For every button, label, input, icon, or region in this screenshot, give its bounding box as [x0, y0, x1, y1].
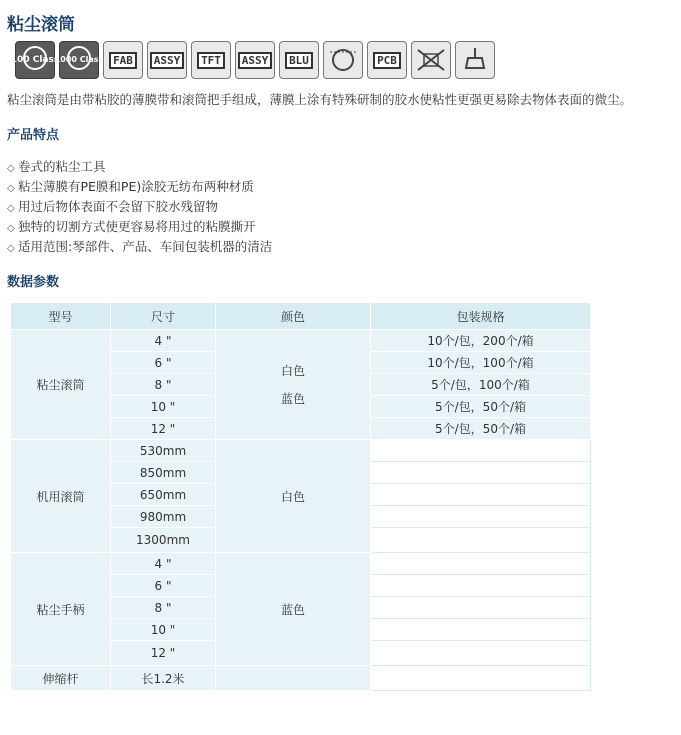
feature-item — [7, 157, 272, 177]
size-cell: 6 " — [111, 352, 216, 374]
size-cell: 10 " — [111, 396, 216, 418]
model-cell: 粘尘滚筒 — [11, 330, 111, 440]
pcb-label: PCB — [373, 52, 401, 69]
table-row — [11, 330, 591, 352]
packaging-cell — [371, 506, 591, 528]
table-row — [11, 553, 591, 575]
size-cell: 6 " — [111, 575, 216, 597]
packaging-cell: 10个/包，100个/箱 — [371, 352, 591, 374]
feature-text: 用过后物体表面不会留下胶水残留物 — [18, 199, 219, 214]
packaging-cell — [371, 528, 591, 553]
spec-heading: 数据参数 — [7, 275, 60, 290]
feature-text: 卷式的粘尘工具 — [18, 159, 106, 174]
feature-text: 适用范围:琴部件、产品、车间包装机器的清洁 — [18, 239, 273, 254]
blu-label: BLU — [285, 52, 313, 69]
size-cell: 850mm — [111, 462, 216, 484]
feature-text: 粘尘薄膜有PE膜和PE)涂胶无纺布两种材质 — [18, 179, 254, 194]
size-cell: 530mm — [111, 440, 216, 462]
size-cell: 980mm — [111, 506, 216, 528]
assy-icon — [147, 41, 187, 79]
class-100-icon — [10, 41, 60, 79]
color-cell — [216, 330, 371, 440]
diamond-bullet-icon: ◇ — [7, 183, 15, 194]
color-value: 白色 — [280, 363, 305, 378]
circle-icon — [323, 41, 363, 79]
packaging-cell — [371, 619, 591, 641]
header-packaging: 包装规格 — [371, 303, 591, 330]
feature-text: 独特的切割方式使更容易将用过的粘膜撕开 — [18, 219, 256, 234]
model-cell: 粘尘手柄 — [11, 553, 111, 666]
assy-label: ASSY — [150, 52, 185, 69]
size-cell: 10 " — [111, 619, 216, 641]
model-cell: 机用滚筒 — [11, 440, 111, 553]
class-100-text: 100 Class — [10, 55, 60, 65]
table-row — [11, 666, 591, 691]
feature-item — [7, 237, 272, 257]
diamond-bullet-icon: ◇ — [7, 203, 15, 214]
diamond-bullet-icon: ◇ — [7, 163, 15, 174]
size-cell: 8 " — [111, 374, 216, 396]
feature-list — [7, 157, 272, 257]
assy-label-2: ASSY — [238, 52, 273, 69]
packaging-cell: 5个/包，50个/箱 — [371, 396, 591, 418]
class-1000-icon — [54, 41, 104, 79]
size-cell: 12 " — [111, 641, 216, 666]
pcb-icon — [367, 41, 407, 79]
packaging-cell — [371, 597, 591, 619]
packaging-cell: 5个/包，50个/箱 — [371, 418, 591, 440]
packaging-cell — [371, 666, 591, 691]
product-description: 粘尘滚筒是由带粘胶的薄膜带和滚筒把手组成，薄膜上涂有特殊研制的胶水使粘性更强更易除去物体表面的微尘。 — [7, 92, 633, 107]
color-value: 蓝色 — [280, 391, 305, 406]
size-cell: 650mm — [111, 484, 216, 506]
packaging-cell: 5个/包，100个/箱 — [371, 374, 591, 396]
model-cell: 伸缩杆 — [11, 666, 111, 691]
header-color: 颜色 — [216, 303, 371, 330]
blu-icon — [279, 41, 319, 79]
assy-icon-2 — [235, 41, 275, 79]
color-cell: 蓝色 — [216, 553, 371, 666]
packaging-cell: 10个/包，200个/箱 — [371, 330, 591, 352]
machine-icon — [411, 41, 451, 79]
packaging-cell — [371, 440, 591, 462]
tft-icon — [191, 41, 231, 79]
table-header-row — [11, 303, 591, 330]
feature-item — [7, 177, 272, 197]
tft-label: TFT — [197, 52, 225, 69]
feature-item — [7, 217, 272, 237]
class-1000-text: 1000 Class — [54, 55, 104, 64]
fab-icon — [103, 41, 143, 79]
packaging-cell — [371, 553, 591, 575]
packaging-cell — [371, 641, 591, 666]
fab-label: FAB — [109, 52, 137, 69]
size-cell: 1300mm — [111, 528, 216, 553]
color-cell — [216, 666, 371, 691]
feature-item — [7, 197, 272, 217]
header-size: 尺寸 — [111, 303, 216, 330]
spec-table — [10, 302, 591, 691]
table-row — [11, 440, 591, 462]
packaging-cell — [371, 484, 591, 506]
diamond-bullet-icon: ◇ — [7, 223, 15, 234]
diamond-bullet-icon: ◇ — [7, 243, 15, 254]
features-heading: 产品特点 — [7, 128, 60, 143]
header-model: 型号 — [11, 303, 111, 330]
size-cell: 4 " — [111, 330, 216, 352]
packaging-cell — [371, 575, 591, 597]
size-cell: 4 " — [111, 553, 216, 575]
size-cell: 长1.2米 — [111, 666, 216, 691]
size-cell: 12 " — [111, 418, 216, 440]
packaging-cell — [371, 462, 591, 484]
cleaning-icon — [455, 41, 495, 79]
page-title: 粘尘滚筒 — [7, 15, 75, 35]
color-cell: 白色 — [216, 440, 371, 553]
size-cell: 8 " — [111, 597, 216, 619]
